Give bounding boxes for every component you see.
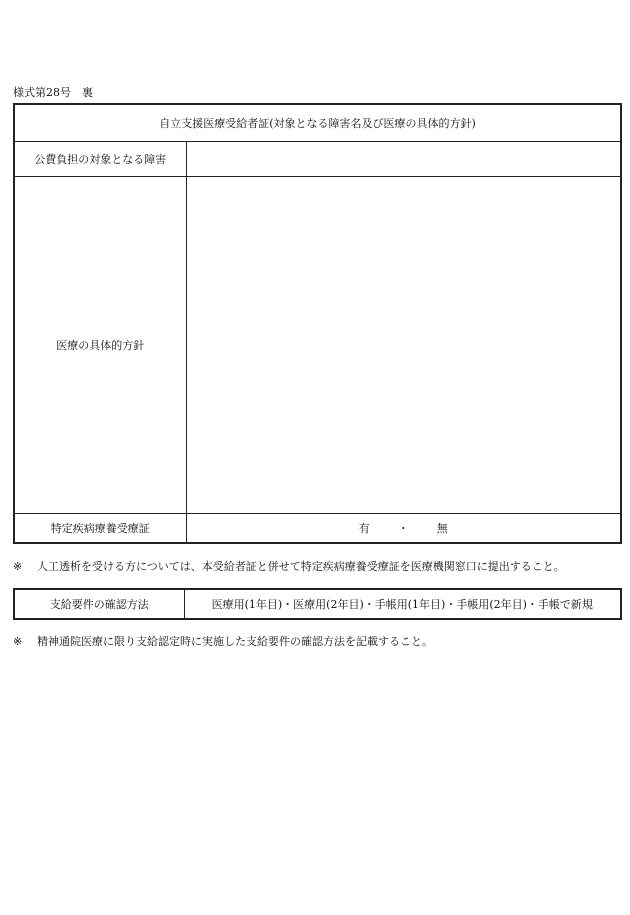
table-row (14, 142, 621, 177)
form-number: 様式第28号 裏 (13, 86, 93, 99)
treatment-policy-value-cell (186, 177, 621, 514)
note-mark: ※ (13, 635, 23, 648)
option-no: 無 (436, 522, 448, 535)
confirmation-method-label: 支給要件の確認方法 (14, 589, 184, 619)
title-row (14, 104, 621, 142)
option-yes: 有 (358, 522, 370, 535)
disability-value-cell (186, 142, 621, 177)
note-text: 人工透析を受ける方については、本受給者証と併せて特定疾病療養受療証を医療機関窓口に提出すること。 (37, 560, 565, 573)
confirmation-method-table (13, 588, 622, 620)
note-text: 精神通院医療に限り支給認定時に実施した支給要件の確認方法を記載すること。 (37, 635, 433, 648)
table-title: 自立支援医療受給者証(対象となる障害名及び医療の具体的方針) (14, 104, 621, 142)
specific-disease-cert-label: 特定疾病療養受療証 (14, 514, 186, 544)
certificate-table (13, 103, 622, 544)
specific-disease-cert-value (186, 514, 621, 544)
option-separator: ・ (397, 522, 409, 535)
confirmation-method-value: 医療用(1年目)・医療用(2年目)・手帳用(1年目)・手帳用(2年目)・手帳で新規 (184, 589, 621, 619)
note-dialysis (13, 558, 565, 574)
disability-label: 公費負担の対象となる障害 (14, 142, 186, 177)
table-row (14, 589, 621, 619)
table-row (14, 177, 621, 514)
note-mark: ※ (13, 560, 23, 573)
treatment-policy-label: 医療の具体的方針 (14, 177, 186, 514)
note-psychiatric (13, 633, 433, 649)
table-row (14, 514, 621, 544)
